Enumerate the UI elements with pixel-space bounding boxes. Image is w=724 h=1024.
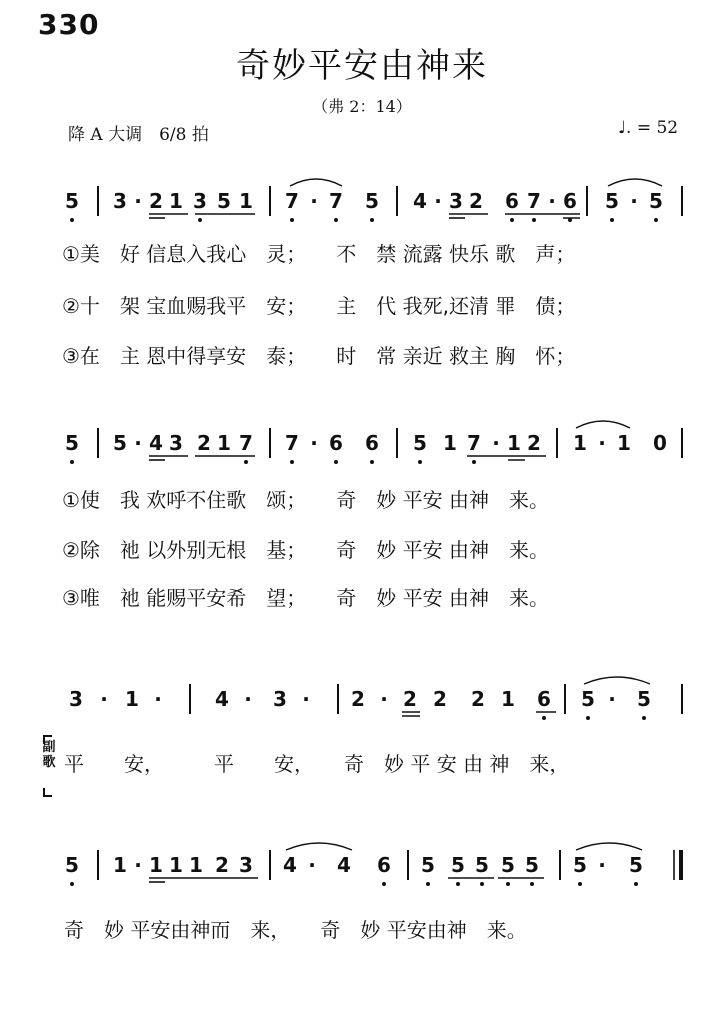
note-3-14: 1 [501, 687, 515, 711]
octave-dot [586, 716, 590, 720]
note-1-23: 5 [649, 189, 663, 213]
note-2-12: 6 [365, 431, 379, 455]
note-3-6: · [244, 687, 252, 711]
note-3-17: · [608, 687, 616, 711]
note-1-21: 5 [605, 189, 619, 213]
note-1-3: · [134, 189, 142, 213]
note-3-15: 6 [537, 687, 551, 711]
note-2-9: 7 [285, 431, 299, 455]
octave-dot [70, 882, 74, 886]
note-4-14: 5 [451, 853, 465, 877]
octave-dot [370, 218, 374, 222]
note-2-1: 5 [65, 431, 79, 455]
note-4-2: 1 [113, 853, 127, 877]
lyric-line-4: 奇 妙 平安由神而 来， 奇 妙 平安由神 来。 [64, 918, 527, 942]
note-1-22: · [630, 189, 638, 213]
note-2-7: 1 [217, 431, 231, 455]
octave-dot [418, 460, 422, 464]
note-1-7: 5 [217, 189, 231, 213]
note-1-2: 3 [113, 189, 127, 213]
octave-dot [578, 882, 582, 886]
octave-dot [290, 460, 294, 464]
note-4-5: 1 [169, 853, 183, 877]
note-1-15: 3 [449, 189, 463, 213]
note-1-17: 6 [505, 189, 519, 213]
note-3-5: 4 [215, 687, 229, 711]
octave-dot [510, 218, 514, 222]
note-3-3: 1 [125, 687, 139, 711]
key-signature: 降 A 大调 6/8 拍 [68, 125, 209, 145]
note-1-1: 5 [65, 189, 79, 213]
note-4-4: 1 [149, 853, 163, 877]
note-1-5: 1 [169, 189, 183, 213]
note-4-18: 5 [573, 853, 587, 877]
octave-dot [634, 882, 638, 886]
note-4-13: 5 [421, 853, 435, 877]
note-2-2: 5 [113, 431, 127, 455]
note-1-13: 4 [413, 189, 427, 213]
octave-dot [532, 218, 536, 222]
note-3-2: · [100, 687, 108, 711]
note-1-9: 7 [285, 189, 299, 213]
tie-arc [576, 421, 630, 428]
octave-dot [382, 882, 386, 886]
octave-dot [506, 882, 510, 886]
octave-dot [654, 218, 658, 222]
note-1-20: 6 [563, 189, 577, 213]
note-3-12: 2 [433, 687, 447, 711]
tie-arc [576, 843, 642, 850]
tie-arc [608, 179, 662, 186]
note-1-16: 2 [469, 189, 483, 213]
octave-dot [370, 460, 374, 464]
octave-dot [472, 460, 476, 464]
note-4-11: 4 [337, 853, 351, 877]
octave-dot [244, 460, 248, 464]
note-2-14: 1 [443, 431, 457, 455]
note-1-10: · [310, 189, 318, 213]
note-4-15: 5 [475, 853, 489, 877]
note-2-20: · [598, 431, 606, 455]
hymn-number: 330 [38, 8, 100, 41]
note-4-9: 4 [283, 853, 297, 877]
note-2-5: 3 [169, 431, 183, 455]
note-1-14: · [434, 189, 442, 213]
lyric-line-2-verse-2: ②除 祂 以外别无根 基； 奇 妙 平安 由神 来。 [62, 538, 550, 562]
note-2-4: 4 [149, 431, 163, 455]
note-1-12: 5 [365, 189, 379, 213]
scripture-reference: （弗 2：14） [312, 97, 412, 116]
tie-arc [290, 179, 342, 186]
note-1-4: 2 [149, 189, 163, 213]
tie-arc [286, 843, 352, 850]
octave-dot [70, 460, 74, 464]
note-4-19: · [598, 853, 606, 877]
lyric-line-2-verse-1: ①使 我 欢呼不住歌 颂； 奇 妙 平安 由神 来。 [62, 488, 550, 512]
note-2-6: 2 [197, 431, 211, 455]
lyric-line-1-verse-2: ②十 架 宝血赐我平 安； 主 代 我死,还清 罪 债； [62, 294, 576, 318]
note-3-16: 5 [581, 687, 595, 711]
note-4-3: · [134, 853, 142, 877]
note-4-8: 3 [239, 853, 253, 877]
note-3-9: 2 [351, 687, 365, 711]
octave-dot [70, 218, 74, 222]
octave-dot [480, 882, 484, 886]
tie-arc [584, 677, 650, 684]
lyric-line-3: 平 安， 平 安， 奇 妙 平 安 由 神 来， [64, 752, 570, 776]
octave-dot [456, 882, 460, 886]
note-4-20: 5 [629, 853, 643, 877]
note-2-10: · [310, 431, 318, 455]
note-2-17: 1 [507, 431, 521, 455]
note-2-3: · [134, 431, 142, 455]
note-2-8: 7 [239, 431, 253, 455]
note-3-4: · [154, 687, 162, 711]
note-2-11: 6 [329, 431, 343, 455]
lyric-line-1-verse-3: ③在 主 恩中得享安 泰； 时 常 亲近 救主 胸 怀； [62, 344, 576, 368]
note-4-1: 5 [65, 853, 79, 877]
note-4-12: 6 [377, 853, 391, 877]
note-4-17: 5 [525, 853, 539, 877]
note-3-1: 3 [69, 687, 83, 711]
note-2-16: · [492, 431, 500, 455]
note-4-10: · [308, 853, 316, 877]
note-2-22: 0 [653, 431, 667, 455]
octave-dot [542, 716, 546, 720]
octave-dot [642, 716, 646, 720]
note-2-18: 2 [527, 431, 541, 455]
octave-dot [198, 218, 202, 222]
note-3-8: · [302, 687, 310, 711]
tempo-marking: ♩. = 52 [618, 118, 679, 138]
note-4-16: 5 [501, 853, 515, 877]
note-2-15: 7 [467, 431, 481, 455]
octave-dot [610, 218, 614, 222]
note-2-19: 1 [573, 431, 587, 455]
note-3-13: 2 [471, 687, 485, 711]
note-1-11: 7 [329, 189, 343, 213]
octave-dot [426, 882, 430, 886]
note-3-11: 2 [403, 687, 417, 711]
note-1-19: · [548, 189, 556, 213]
chorus-brackets [40, 734, 58, 798]
chorus-label: 副歌 [42, 740, 56, 770]
octave-dot [334, 460, 338, 464]
note-1-8: 1 [239, 189, 253, 213]
note-2-21: 1 [617, 431, 631, 455]
note-3-18: 5 [637, 687, 651, 711]
octave-dot [290, 218, 294, 222]
octave-dot [334, 218, 338, 222]
note-1-18: 7 [527, 189, 541, 213]
octave-dot [530, 882, 534, 886]
note-3-7: 3 [273, 687, 287, 711]
note-4-7: 2 [215, 853, 229, 877]
lyric-line-2-verse-3: ③唯 祂 能赐平安希 望； 奇 妙 平安 由神 来。 [62, 586, 550, 610]
note-4-6: 1 [189, 853, 203, 877]
note-1-6: 3 [193, 189, 207, 213]
note-2-13: 5 [413, 431, 427, 455]
note-3-10: · [380, 687, 388, 711]
page-title: 奇妙平安由神来 [236, 46, 488, 86]
lyric-line-1-verse-1: ①美 好 信息入我心 灵； 不 禁 流露 快乐 歌 声； [62, 242, 576, 266]
